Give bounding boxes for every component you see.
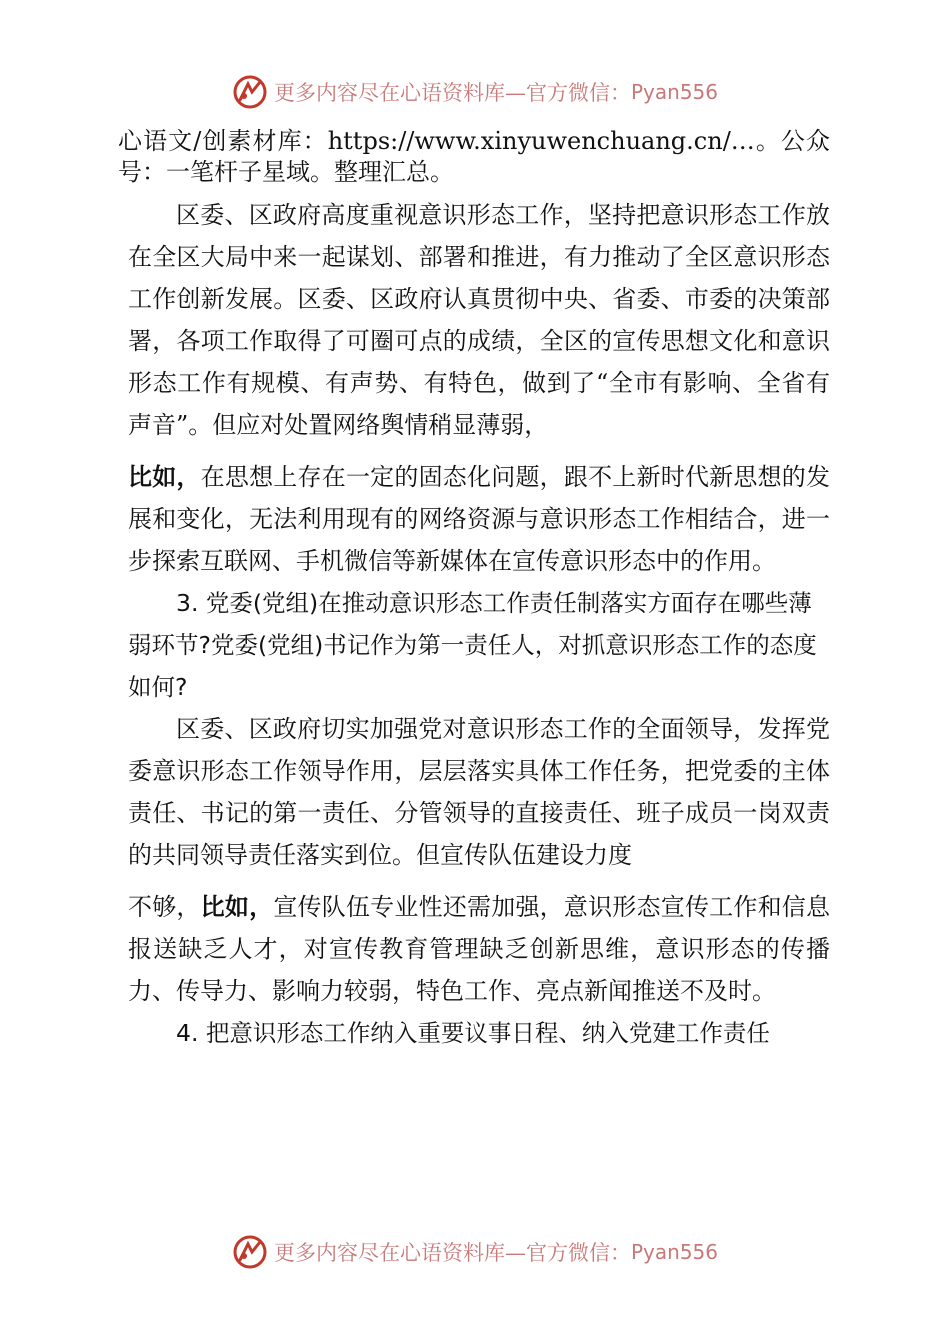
xinyu-logo-icon [232,74,268,110]
paragraph-2-emphasis: 比如， [128,463,201,491]
banner-wechat-id: Pyan556 [630,80,718,104]
paragraph-4 [118,886,830,1012]
question-heading-4: 4. 把意识形态工作纳入重要议事日程、纳入党建工作责任 [176,1019,770,1047]
paragraph-2-text: 在思想上存在一定的固态化问题，跟不上新时代新思想的发展和变化，无法利用现有的网络资源与意识形态工作相结合，进一步探索互联网、手机微信等新媒体在宣传意识形态中的作用。 [128,463,831,575]
banner-wechat-id: Pyan556 [630,1240,718,1264]
paragraph-1: 区委、区政府高度重视意识形态工作，坚持把意识形态工作放在全区大局中来一起谋划、部署和推进，有力推动了全区意识形态工作创新发展。区委、区政府认真贯彻中央、省委、市委的决策部署，各项工作取得了可圈可点的成绩，全区的宣传思想文化和意识形态工作有规模、有声势、有特色，做到了“全市有影响、全省有声音”。但应对处置网络舆情稍显薄弱， [128,201,830,439]
footer-banner [0,1232,950,1272]
document-body [118,126,830,1054]
paragraph-4-emphasis: 比如， [200,893,274,921]
paragraph-4-text: 宣传队伍专业性还需加强，意识形态宣传工作和信息报送缺乏人才，对宣传教育管理缺乏创新思维，意识形态的传播力、传导力、影响力较弱，特色工作、亮点新闻推送不及时。 [128,893,831,1005]
paragraph-2 [118,456,830,582]
paragraph-3: 区委、区政府切实加强党对意识形态工作的全面领导，发挥党委意识形态工作领导作用，层层落实具体工作任务，把党委的主体责任、书记的第一责任、分管领导的直接责任、班子成员一岗双责的共同领导责任落实到位。但宣传队伍建设力度 [128,715,830,869]
xinyu-logo-icon [232,1234,268,1270]
header-banner [0,72,950,112]
question-heading-3: 3. 党委(党组)在推动意识形态工作责任制落实方面存在哪些薄弱环节?党委(党组)书记作为第一责任人，对抓意识形态工作的态度如何? [128,589,817,701]
intro-source-line: 心语文/创素材库：https://www.xinyuwenchuang.cn/…。公众号：一笔杆子星域。整理汇总。 [118,127,830,186]
paragraph-4-lead: 不够， [128,893,201,921]
banner-text: 更多内容尽在心语资料库—官方微信： [273,81,631,105]
banner-text: 更多内容尽在心语资料库—官方微信： [273,1241,631,1265]
